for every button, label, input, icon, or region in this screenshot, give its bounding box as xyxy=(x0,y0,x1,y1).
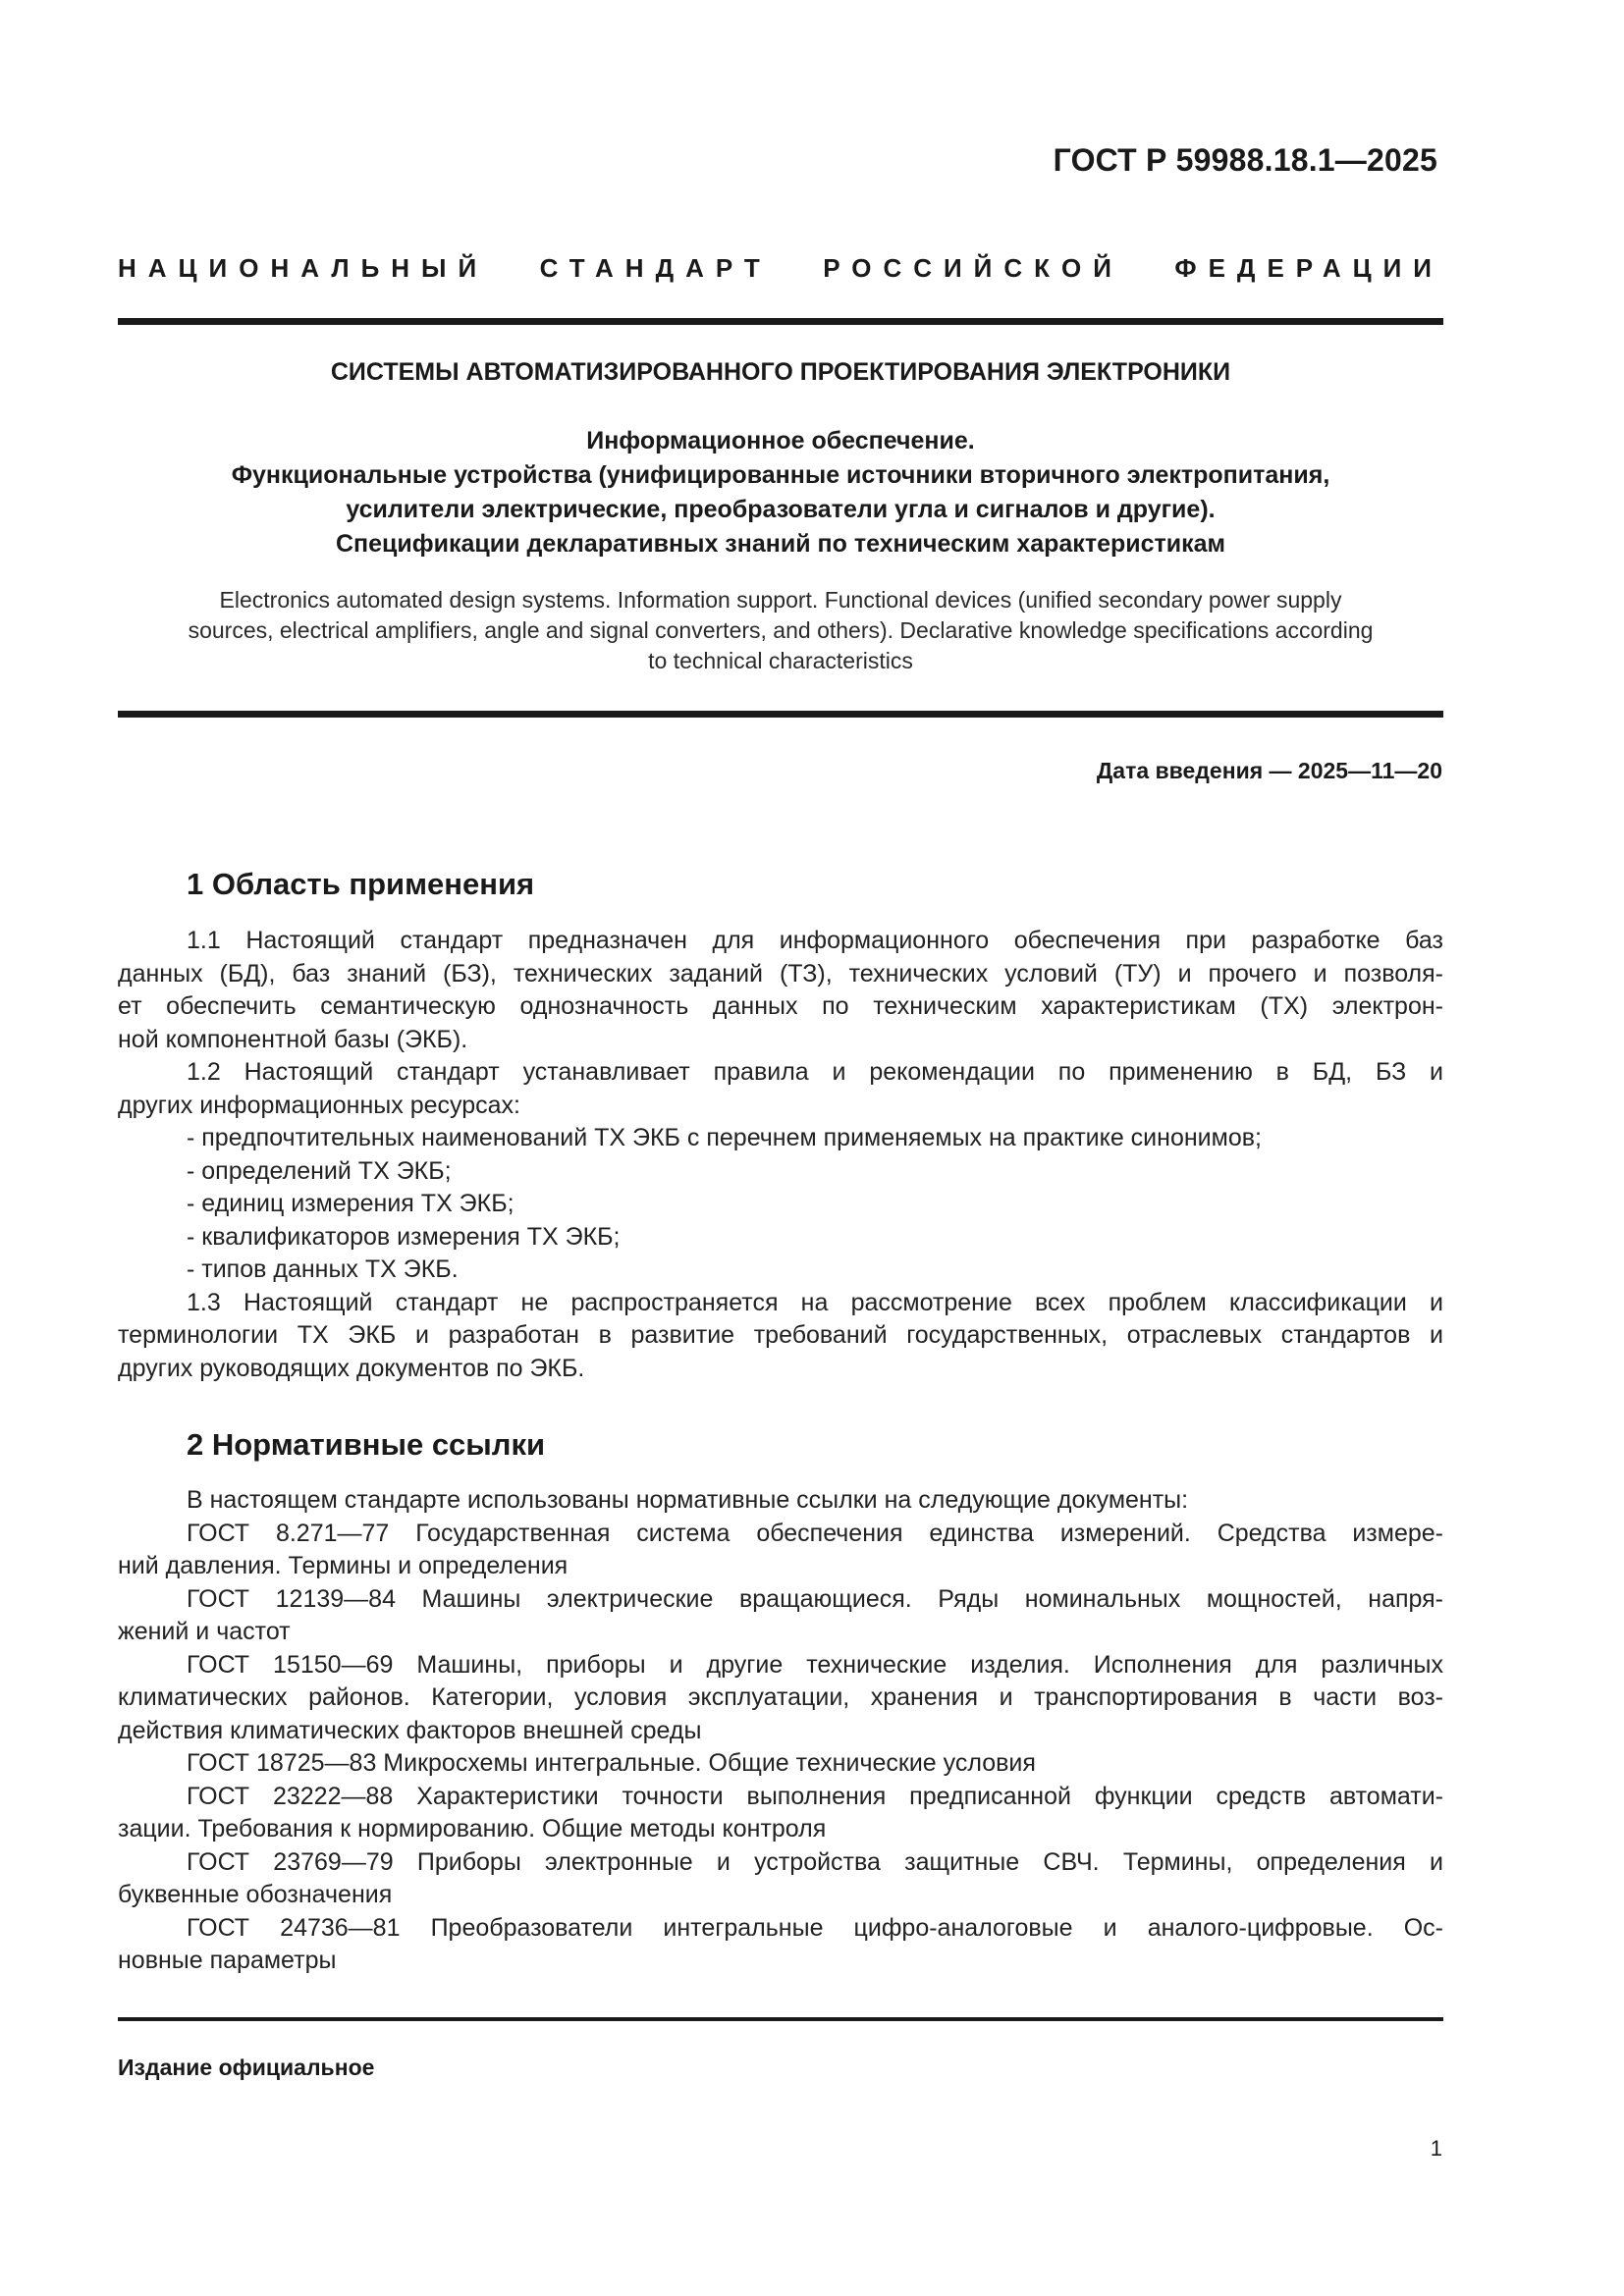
reference-line: ГОСТ 18725—83 Микросхемы интегральные. Общие технические условия xyxy=(187,1749,1036,1777)
english-title-line: Electronics automated design systems. Information support. Functional devices (unified secondary power supply xyxy=(219,587,1342,613)
reference-line: ний давления. Термины и определения xyxy=(118,1552,568,1579)
list-item: - определений ТХ ЭКБ; xyxy=(187,1156,452,1185)
document-subtitle xyxy=(118,424,1443,561)
list-item: - единиц измерения ТХ ЭКБ; xyxy=(187,1190,514,1217)
document-code: ГОСТ Р 59988.18.1—2025 xyxy=(1053,142,1437,178)
page-number: 1 xyxy=(1430,2136,1442,2161)
section-1-heading: 1 Область применения xyxy=(187,867,535,901)
paragraph-line: других информационных ресурсах: xyxy=(118,1091,520,1119)
subtitle-line: Спецификации декларативных знаний по техническим характеристикам xyxy=(335,530,1226,558)
reference-line: ГОСТ 12139—84 Машины электрические вращающиеся. Ряды номинальных мощностей, напря- xyxy=(187,1584,1443,1613)
english-title xyxy=(118,585,1443,676)
list-item: - типов данных ТХ ЭКБ. xyxy=(187,1255,459,1283)
english-title-line: sources, electrical amplifiers, angle and signal converters, and others). Declarative knowledge specifications according xyxy=(188,617,1374,643)
section-2-heading: 2 Нормативные ссылки xyxy=(187,1427,546,1462)
list-item: - квалификаторов измерения ТХ ЭКБ; xyxy=(187,1222,621,1251)
national-standard-banner: НАЦИОНАЛЬНЫЙ СТАНДАРТ РОССИЙСКОЙ ФЕДЕРАЦИИ xyxy=(118,253,1443,283)
official-edition-label: Издание официальное xyxy=(118,2055,375,2080)
reference-line: ГОСТ 24736—81 Преобразователи интегральные цифро-аналоговые и аналого-цифровые. Ос- xyxy=(187,1913,1443,1942)
reference-line: ГОСТ 15150—69 Машины, приборы и другие технические изделия. Исполнения для различных xyxy=(187,1650,1443,1679)
title-bottom-rule xyxy=(118,711,1443,718)
paragraph-line: ной компонентной базы (ЭКБ). xyxy=(118,1025,468,1053)
reference-line: жений и частот xyxy=(118,1618,291,1645)
paragraph-line: ет обеспечить семантическую однозначность данных по техническим характеристикам (ТХ) электрон- xyxy=(118,992,1443,1020)
reference-line: буквенные обозначения xyxy=(118,1881,393,1908)
paragraph-line: данных (БД), баз знаний (БЗ), технических заданий (ТЗ), технических условий (ТУ) и прочего и позволя- xyxy=(118,959,1443,988)
reference-line: ГОСТ 23222—88 Характеристики точности выполнения предписанной функции средств автомати- xyxy=(187,1782,1443,1810)
subtitle-line: усилители электрические, преобразователи угла и сигналов и другие). xyxy=(346,496,1216,523)
top-rule xyxy=(118,318,1443,325)
footer-rule xyxy=(118,2017,1443,2021)
paragraph-line: 1.3 Настоящий стандарт не распространяется на рассмотрение всех проблем классификации и xyxy=(187,1288,1443,1316)
english-title-line: to technical characteristics xyxy=(648,648,913,673)
reference-line: новные параметры xyxy=(118,1947,337,1974)
paragraph-line: 1.2 Настоящий стандарт устанавливает правила и рекомендации по применению в БД, БЗ и xyxy=(187,1058,1443,1086)
document-title: СИСТЕМЫ АВТОМАТИЗИРОВАННОГО ПРОЕКТИРОВАНИЯ ЭЛЕКТРОНИКИ xyxy=(330,358,1231,386)
paragraph-line: терминологии ТХ ЭКБ и разработан в развитие требований государственных, отраслевых стандартов и xyxy=(118,1321,1443,1349)
paragraph-line: 1.1 Настоящий стандарт предназначен для информационного обеспечения при разработке баз xyxy=(187,927,1443,954)
section-1-body xyxy=(118,925,1443,1385)
subtitle-line: Функциональные устройства (унифицированные источники вторичного электропитания, xyxy=(231,461,1330,489)
subtitle-line: Информационное обеспечение. xyxy=(586,427,975,454)
reference-line: зации. Требования к нормированию. Общие методы контроля xyxy=(118,1815,827,1842)
reference-line: ГОСТ 8.271—77 Государственная система обеспечения единства измерений. Средства измере- xyxy=(187,1519,1443,1547)
list-item: - предпочтительных наименований ТХ ЭКБ с перечнем применяемых на практике синонимов; xyxy=(187,1124,1262,1151)
paragraph-line: других руководящих документов по ЭКБ. xyxy=(118,1354,585,1382)
reference-line: ГОСТ 23769—79 Приборы электронные и устройства защитные СВЧ. Термины, определения и xyxy=(187,1847,1443,1876)
section-2-body xyxy=(118,1484,1443,1978)
reference-line: климатических районов. Категории, условия эксплуатации, хранения и транспортирования в части воз- xyxy=(118,1683,1443,1711)
paragraph-line: В настоящем стандарте использованы нормативные ссылки на следующие документы: xyxy=(187,1486,1189,1514)
reference-line: действия климатических факторов внешней среды xyxy=(118,1716,702,1744)
introduction-date: Дата введения — 2025—11—20 xyxy=(1096,758,1442,783)
